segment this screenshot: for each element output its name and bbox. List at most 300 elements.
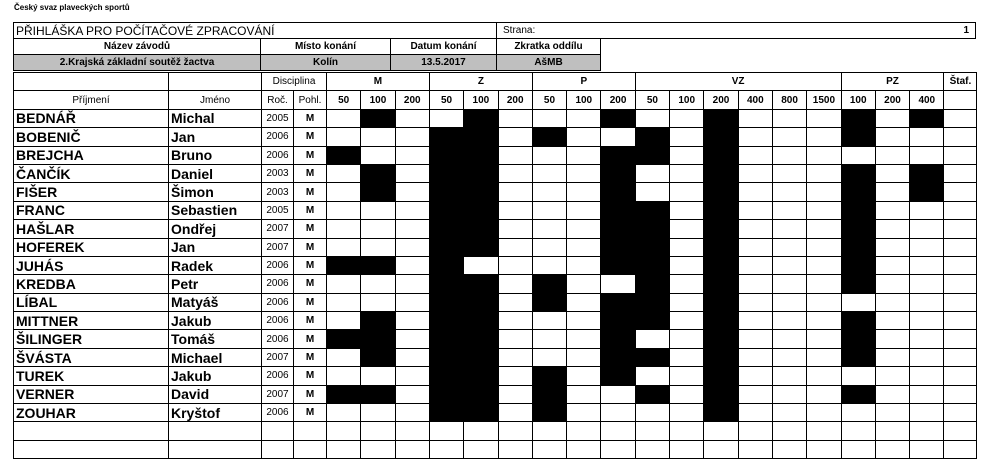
entry-mark-filled (704, 275, 738, 293)
entry-mark-empty (498, 275, 532, 293)
entry-mark-filled (464, 164, 498, 182)
entry-mark-filled (841, 312, 875, 330)
blank-cell (169, 73, 262, 91)
empty-cell (875, 440, 909, 458)
entry-mark-filled (841, 164, 875, 182)
entry-mark-empty (910, 146, 944, 164)
entry-mark-empty (361, 367, 395, 385)
swimmer-row (14, 256, 977, 274)
entry-mark-empty (327, 109, 361, 127)
entry-mark-empty (738, 128, 772, 146)
swimmer-surname: ZOUHAR (14, 404, 169, 422)
entry-mark-filled (601, 367, 635, 385)
entry-mark-empty (395, 201, 429, 219)
entry-mark-empty (944, 293, 977, 311)
swimmer-surname: KREDBA (14, 275, 169, 293)
swimmer-surname: TUREK (14, 367, 169, 385)
entry-mark-filled (464, 128, 498, 146)
swimmer-surname: HAŠLAR (14, 220, 169, 238)
entry-mark-empty (738, 164, 772, 182)
entry-mark-filled (601, 164, 635, 182)
entry-mark-empty (601, 275, 635, 293)
birth-year: 2006 (262, 293, 294, 311)
entry-mark-filled (704, 367, 738, 385)
entry-mark-filled (601, 183, 635, 201)
entry-mark-empty (498, 220, 532, 238)
entry-mark-empty (670, 404, 704, 422)
entry-mark-filled (532, 128, 566, 146)
entry-mark-empty (807, 312, 841, 330)
entry-mark-empty (910, 238, 944, 256)
swimmer-row (14, 109, 977, 127)
empty-cell (294, 422, 327, 440)
entry-mark-empty (807, 109, 841, 127)
entry-mark-filled (429, 220, 463, 238)
entry-mark-empty (670, 385, 704, 403)
swimmer-row (14, 220, 977, 238)
swimmer-surname: VERNER (14, 385, 169, 403)
gender: M (294, 183, 327, 201)
empty-cell (738, 440, 772, 458)
entry-mark-empty (944, 256, 977, 274)
swimmer-first-name: Petr (169, 275, 262, 293)
entry-mark-filled (704, 146, 738, 164)
entry-mark-filled (601, 220, 635, 238)
entry-mark-empty (772, 385, 806, 403)
empty-cell (910, 440, 944, 458)
swimmer-row (14, 238, 977, 256)
entry-mark-empty (567, 275, 601, 293)
entry-mark-filled (464, 312, 498, 330)
entry-mark-filled (704, 183, 738, 201)
entry-mark-filled (532, 367, 566, 385)
entry-mark-empty (910, 256, 944, 274)
date-value: 13.5.2017 (391, 55, 497, 71)
empty-cell (429, 440, 463, 458)
club-value: AšMB (497, 55, 601, 71)
stroke-group-z: Z (429, 73, 532, 91)
entry-mark-filled (429, 164, 463, 182)
entry-mark-empty (875, 238, 909, 256)
form-title: PŘIHLÁŠKA PRO POČÍTAČOVÉ ZPRACOVÁNÍ (14, 23, 497, 39)
distance-header: 1500 (807, 91, 841, 109)
entry-mark-filled (327, 330, 361, 348)
swimmer-row (14, 348, 977, 366)
entry-mark-filled (532, 404, 566, 422)
gender: M (294, 201, 327, 219)
entry-mark-empty (395, 404, 429, 422)
entry-mark-empty (772, 201, 806, 219)
distance-header: 200 (498, 91, 532, 109)
entry-mark-filled (704, 128, 738, 146)
entry-mark-filled (635, 220, 669, 238)
entry-mark-empty (464, 256, 498, 274)
entry-mark-empty (772, 404, 806, 422)
distance-header: 50 (532, 91, 566, 109)
swimmer-first-name: Jakub (169, 367, 262, 385)
entry-mark-empty (738, 348, 772, 366)
empty-cell (395, 422, 429, 440)
swimmer-surname: BREJCHA (14, 146, 169, 164)
entry-mark-filled (361, 256, 395, 274)
entry-mark-filled (841, 109, 875, 127)
entry-mark-empty (910, 220, 944, 238)
entry-mark-empty (772, 164, 806, 182)
entry-mark-empty (635, 404, 669, 422)
entry-mark-filled (841, 128, 875, 146)
birth-year: 2005 (262, 201, 294, 219)
entry-mark-empty (532, 109, 566, 127)
blank-cell (944, 91, 977, 109)
empty-cell (944, 422, 977, 440)
entry-mark-empty (601, 404, 635, 422)
entry-mark-empty (738, 312, 772, 330)
gender: M (294, 238, 327, 256)
entry-mark-empty (498, 256, 532, 274)
entry-mark-empty (738, 238, 772, 256)
surname-header: Příjmení (14, 91, 169, 109)
entry-mark-filled (429, 367, 463, 385)
entry-mark-empty (498, 312, 532, 330)
empty-cell (670, 422, 704, 440)
gender: M (294, 256, 327, 274)
empty-cell (532, 422, 566, 440)
entry-mark-empty (670, 201, 704, 219)
swimmer-surname: ČANČÍK (14, 164, 169, 182)
entry-mark-empty (327, 128, 361, 146)
entry-mark-filled (841, 220, 875, 238)
entry-mark-empty (670, 183, 704, 201)
entry-mark-empty (670, 348, 704, 366)
entry-mark-empty (635, 164, 669, 182)
swimmer-first-name: Radek (169, 256, 262, 274)
entry-mark-filled (361, 183, 395, 201)
entry-mark-filled (910, 164, 944, 182)
entry-mark-empty (875, 109, 909, 127)
entry-mark-empty (395, 330, 429, 348)
gender: M (294, 293, 327, 311)
empty-cell (327, 422, 361, 440)
entry-mark-filled (704, 385, 738, 403)
distance-header: 50 (429, 91, 463, 109)
entry-mark-empty (772, 183, 806, 201)
entry-mark-empty (498, 201, 532, 219)
entry-mark-empty (327, 312, 361, 330)
year-header: Roč. (262, 91, 294, 109)
entry-mark-empty (875, 367, 909, 385)
entry-mark-empty (567, 201, 601, 219)
place-label: Místo konání (261, 39, 391, 55)
entry-mark-empty (910, 385, 944, 403)
entry-mark-filled (635, 293, 669, 311)
entry-mark-empty (875, 256, 909, 274)
entry-mark-filled (361, 348, 395, 366)
entry-mark-filled (841, 348, 875, 366)
entry-mark-filled (327, 146, 361, 164)
entry-mark-filled (635, 312, 669, 330)
empty-cell (601, 440, 635, 458)
swimmer-surname: ŠVÁSTA (14, 348, 169, 366)
entry-mark-filled (704, 330, 738, 348)
entry-mark-empty (429, 109, 463, 127)
swimmer-row (14, 146, 977, 164)
entry-mark-empty (772, 238, 806, 256)
empty-cell (429, 422, 463, 440)
entry-mark-empty (327, 404, 361, 422)
entry-mark-filled (601, 146, 635, 164)
entry-mark-empty (532, 164, 566, 182)
empty-cell (361, 422, 395, 440)
place-value: Kolín (261, 55, 391, 71)
entry-mark-filled (601, 348, 635, 366)
entry-mark-filled (601, 312, 635, 330)
birth-year: 2003 (262, 183, 294, 201)
entry-mark-empty (567, 164, 601, 182)
entry-mark-filled (704, 220, 738, 238)
gender: M (294, 275, 327, 293)
entry-mark-filled (429, 293, 463, 311)
distance-header: 50 (635, 91, 669, 109)
entry-mark-filled (429, 275, 463, 293)
entry-mark-empty (670, 312, 704, 330)
distance-header: 400 (910, 91, 944, 109)
entry-mark-empty (361, 404, 395, 422)
entry-mark-empty (361, 220, 395, 238)
entry-mark-empty (807, 275, 841, 293)
empty-cell (910, 422, 944, 440)
entry-mark-empty (395, 146, 429, 164)
gender: M (294, 312, 327, 330)
entry-mark-empty (875, 385, 909, 403)
entry-mark-empty (532, 183, 566, 201)
empty-cell (841, 440, 875, 458)
entry-mark-filled (841, 238, 875, 256)
gender: M (294, 146, 327, 164)
entry-mark-empty (944, 330, 977, 348)
entry-mark-empty (875, 128, 909, 146)
entry-mark-filled (635, 348, 669, 366)
entry-mark-filled (704, 293, 738, 311)
entry-mark-filled (601, 238, 635, 256)
entry-mark-empty (772, 367, 806, 385)
birth-year: 2006 (262, 128, 294, 146)
stroke-group-p: P (532, 73, 635, 91)
entry-mark-empty (601, 385, 635, 403)
gender: M (294, 348, 327, 366)
entry-mark-empty (875, 293, 909, 311)
entry-mark-empty (567, 183, 601, 201)
gender: M (294, 220, 327, 238)
entry-mark-filled (429, 404, 463, 422)
empty-cell (635, 440, 669, 458)
entry-mark-filled (464, 385, 498, 403)
entry-mark-empty (327, 183, 361, 201)
entry-mark-empty (498, 404, 532, 422)
sex-header: Pohl. (294, 91, 327, 109)
entry-mark-empty (670, 164, 704, 182)
page-label: Strana: (497, 23, 601, 39)
entry-mark-empty (772, 146, 806, 164)
entry-mark-empty (738, 330, 772, 348)
entry-mark-empty (567, 385, 601, 403)
entry-mark-empty (772, 128, 806, 146)
empty-cell (169, 440, 262, 458)
swimmer-surname: FIŠER (14, 183, 169, 201)
entry-mark-empty (910, 293, 944, 311)
entry-mark-empty (567, 238, 601, 256)
swimmer-surname: BOBENIČ (14, 128, 169, 146)
entry-mark-empty (601, 128, 635, 146)
gender: M (294, 109, 327, 127)
entry-mark-empty (910, 404, 944, 422)
swimmer-row (14, 367, 977, 385)
empty-cell (772, 422, 806, 440)
entry-mark-filled (704, 164, 738, 182)
entry-mark-empty (498, 128, 532, 146)
entry-mark-filled (601, 109, 635, 127)
entry-mark-filled (361, 312, 395, 330)
form-header (13, 22, 976, 71)
entry-mark-empty (772, 312, 806, 330)
swimmer-first-name: Tomáš (169, 330, 262, 348)
entry-mark-empty (532, 220, 566, 238)
gender: M (294, 367, 327, 385)
entry-mark-empty (567, 128, 601, 146)
birth-year: 2007 (262, 385, 294, 403)
entry-mark-empty (327, 293, 361, 311)
entry-mark-filled (361, 164, 395, 182)
entry-mark-filled (635, 201, 669, 219)
distance-header: 200 (704, 91, 738, 109)
entry-mark-filled (429, 312, 463, 330)
swimmer-surname: HOFEREK (14, 238, 169, 256)
swimmer-surname: JUHÁS (14, 256, 169, 274)
race-name-label: Název závodů (14, 39, 261, 55)
swimmer-surname: FRANC (14, 201, 169, 219)
entry-mark-empty (738, 256, 772, 274)
entry-mark-filled (464, 220, 498, 238)
entry-mark-empty (635, 330, 669, 348)
entry-mark-empty (670, 128, 704, 146)
entry-mark-filled (601, 293, 635, 311)
empty-cell (670, 440, 704, 458)
empty-cell (464, 422, 498, 440)
entry-mark-empty (738, 201, 772, 219)
entry-mark-empty (395, 256, 429, 274)
entry-mark-empty (635, 367, 669, 385)
entry-mark-empty (910, 367, 944, 385)
empty-row (14, 422, 977, 440)
empty-cell (532, 440, 566, 458)
entry-mark-empty (567, 367, 601, 385)
empty-row (14, 440, 977, 458)
birth-year: 2006 (262, 367, 294, 385)
distance-header: 100 (567, 91, 601, 109)
entry-mark-empty (498, 238, 532, 256)
entry-mark-filled (429, 256, 463, 274)
entry-mark-empty (395, 220, 429, 238)
entry-mark-empty (807, 201, 841, 219)
empty-cell (841, 422, 875, 440)
entry-mark-empty (395, 109, 429, 127)
entry-mark-filled (635, 238, 669, 256)
stroke-group-m: M (327, 73, 430, 91)
entry-mark-filled (601, 201, 635, 219)
empty-cell (704, 440, 738, 458)
empty-cell (567, 440, 601, 458)
entry-mark-empty (910, 201, 944, 219)
entry-mark-empty (807, 404, 841, 422)
entry-mark-empty (910, 330, 944, 348)
entry-mark-filled (429, 128, 463, 146)
empty-cell (944, 440, 977, 458)
entry-mark-empty (670, 220, 704, 238)
entry-mark-empty (772, 109, 806, 127)
entry-mark-empty (498, 385, 532, 403)
entry-mark-empty (772, 275, 806, 293)
entry-mark-empty (738, 220, 772, 238)
entry-mark-filled (841, 201, 875, 219)
birth-year: 2006 (262, 256, 294, 274)
entry-mark-empty (395, 367, 429, 385)
entry-mark-filled (532, 293, 566, 311)
name-header: Jméno (169, 91, 262, 109)
entry-mark-empty (395, 128, 429, 146)
entry-mark-filled (464, 330, 498, 348)
entry-mark-empty (327, 275, 361, 293)
distance-header: 400 (738, 91, 772, 109)
birth-year: 2006 (262, 404, 294, 422)
swimmer-first-name: Michal (169, 109, 262, 127)
entry-mark-empty (875, 146, 909, 164)
entry-mark-filled (361, 330, 395, 348)
entry-mark-empty (670, 330, 704, 348)
entry-mark-filled (327, 385, 361, 403)
distance-header: 200 (601, 91, 635, 109)
entry-mark-filled (361, 109, 395, 127)
entry-mark-empty (944, 183, 977, 201)
entry-mark-filled (841, 256, 875, 274)
swimmer-surname: ŠILINGER (14, 330, 169, 348)
entry-mark-filled (841, 385, 875, 403)
entry-mark-empty (327, 238, 361, 256)
entry-mark-empty (944, 367, 977, 385)
entry-mark-empty (532, 348, 566, 366)
entry-mark-empty (567, 256, 601, 274)
entry-mark-empty (361, 146, 395, 164)
entry-mark-empty (875, 183, 909, 201)
entry-mark-empty (567, 348, 601, 366)
entry-mark-empty (395, 293, 429, 311)
entry-mark-empty (361, 201, 395, 219)
entry-mark-filled (635, 275, 669, 293)
swimmer-first-name: Jan (169, 238, 262, 256)
distance-header: 200 (395, 91, 429, 109)
entry-mark-empty (327, 201, 361, 219)
entry-mark-empty (910, 348, 944, 366)
empty-cell (807, 422, 841, 440)
swimmer-first-name: Jan (169, 128, 262, 146)
swimmer-row (14, 275, 977, 293)
entry-mark-empty (738, 404, 772, 422)
stroke-group-vz: VZ (635, 73, 841, 91)
entry-mark-empty (498, 109, 532, 127)
entry-mark-filled (464, 146, 498, 164)
discipline-label: Disciplina (262, 73, 327, 91)
entry-mark-filled (327, 256, 361, 274)
entry-mark-empty (841, 404, 875, 422)
entry-mark-filled (464, 348, 498, 366)
